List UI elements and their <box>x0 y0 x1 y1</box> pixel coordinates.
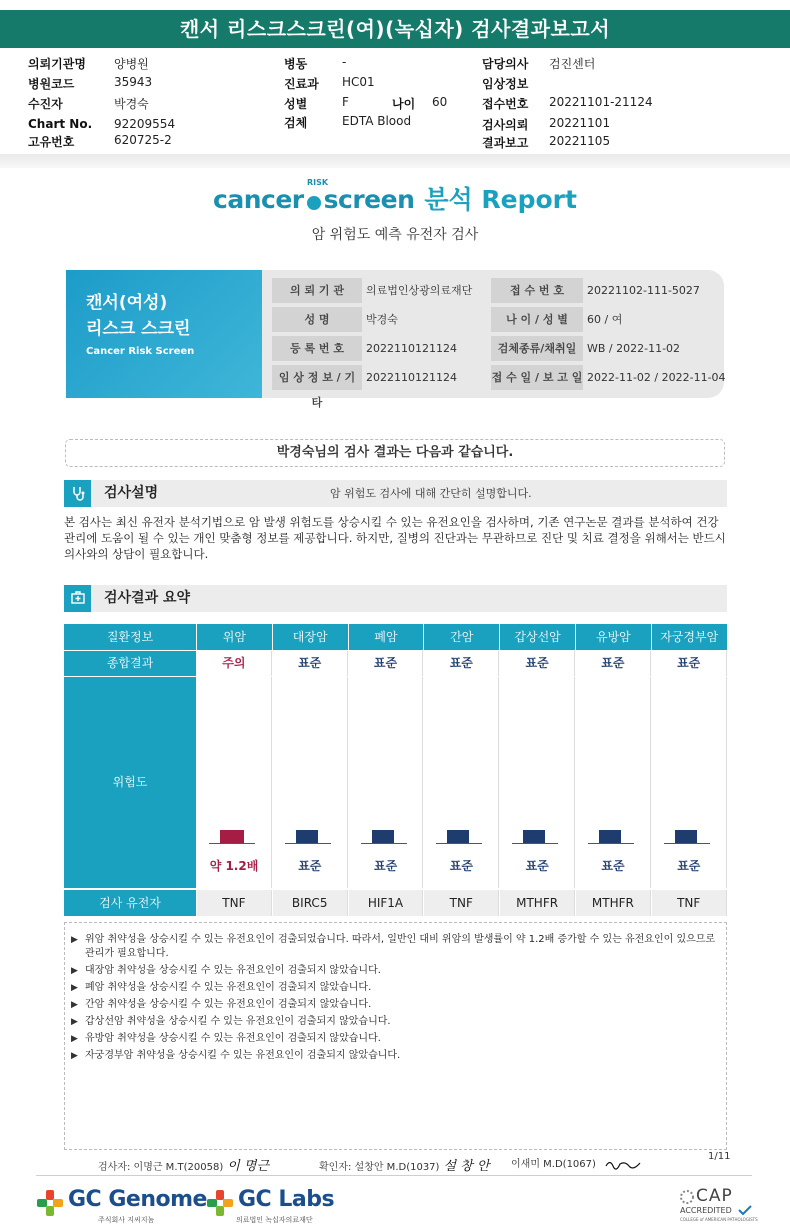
third-signer <box>511 1155 641 1170</box>
note-item: ▶ 간암 취약성을 상승시킬 수 있는 유전요인이 검출되지 않았습니다. <box>71 998 720 1012</box>
note-item: ▶ 자궁경부암 취약성을 상승시킬 수 있는 유전요인이 검출되지 않았습니다. <box>71 1049 720 1063</box>
report-title: 캔서 리스크스크린(여)(녹십자) 검사결과보고서 <box>0 10 790 48</box>
confirmer-signature: 설 창 안 <box>443 1159 490 1174</box>
risk-value-label: 표준 <box>677 859 701 873</box>
gc-genome-logo <box>36 1185 207 1225</box>
logo-risk-text: RISK <box>307 178 329 187</box>
product-panel <box>66 270 262 398</box>
info-value: 박경숙 <box>114 97 149 111</box>
signature-scribble <box>605 1158 641 1170</box>
card-value: 2022110121124 <box>366 371 457 384</box>
info-label: 임상정보 <box>482 77 529 91</box>
gene-name: TNF <box>652 890 727 916</box>
section-desc: 암 위험도 검사에 대해 간단히 설명합니다. <box>330 487 532 500</box>
info-value: 검진센터 <box>549 57 596 71</box>
info-value: 92209554 <box>114 117 176 131</box>
risk-bar <box>296 830 318 843</box>
logo-cancer: cancer <box>213 185 304 214</box>
product-title-1: 캔서(여성) <box>86 293 168 313</box>
disease-header: 유방암 <box>576 624 651 650</box>
card-label: 임 상 정 보 / 기 타 <box>272 365 362 390</box>
risk-bar <box>523 830 545 843</box>
gene-name: TNF <box>197 890 272 916</box>
disease-header: 자궁경부암 <box>652 624 727 650</box>
gene-name: MTHFR <box>500 890 575 916</box>
patient-card-table <box>272 278 726 409</box>
greeting-box: 박경숙님의 검사 결과는 다음과 같습니다. <box>65 439 725 467</box>
gc-cross-icon <box>36 1189 64 1217</box>
risk-baseline <box>512 843 558 844</box>
gc-genome-sub: 주식회사 지씨지놈 <box>98 1216 155 1224</box>
gene-name: MTHFR <box>576 890 651 916</box>
info-label: 고유번호 <box>28 135 75 149</box>
info-value: 양병원 <box>114 57 149 71</box>
check-icon <box>738 1205 752 1215</box>
note-item: ▶ 폐암 취약성을 상승시킬 수 있는 유전요인이 검출되지 않았습니다. <box>71 981 720 995</box>
risk-value-label: 표준 <box>525 859 549 873</box>
card-row <box>272 307 712 332</box>
gc-labs-sub: 의료법인 녹십자의료재단 <box>236 1216 313 1224</box>
summary-label: 종합결과 <box>64 651 196 676</box>
test-description-text: 본 검사는 최신 유전자 분석기법으로 암 발생 위험도를 상승시킬 수 있는 유전요인을 검사하며, 기존 연구논문 결과를 분석하여 건강 관리에 도움이 될 수 있는 개인 맞춤형 정보를 제공합니다. 하지만, 질병의 진단과는 무관하므로 진단 및 치료 결정을 위해서는 반드시 의사와의 상담이 필요합니다. <box>64 515 726 561</box>
info-value: 20221101-21124 <box>549 95 653 109</box>
info-label: 의뢰기관명 <box>28 57 86 71</box>
card-value: 60 / 여 <box>587 313 623 326</box>
risk-baseline <box>664 843 710 844</box>
result-notes <box>64 922 727 1150</box>
risk-value-label: 표준 <box>601 859 625 873</box>
gc-genome-name: GC Genome <box>68 1187 207 1212</box>
disease-header: 폐암 <box>349 624 424 650</box>
info-label: 진료과 <box>284 77 319 91</box>
summary-result: 표준 <box>576 651 651 676</box>
section-title: 검사설명 <box>104 485 159 501</box>
section-test-description <box>64 480 727 507</box>
gc-cross-icon <box>206 1189 234 1217</box>
info-value: 620725-2 <box>114 133 172 147</box>
disease-header: 간암 <box>424 624 499 650</box>
card-value: 박경숙 <box>366 313 398 326</box>
cap-dots-icon <box>678 1188 696 1206</box>
info-label: 병원코드 <box>28 77 75 91</box>
card-value: 2022-11-02 / 2022-11-04 <box>587 371 726 384</box>
gc-labs-name: GC Labs <box>238 1187 335 1212</box>
section-title: 검사결과 요약 <box>104 590 191 606</box>
examiner-text: 검사자: 이명근 M.T(20058) <box>98 1162 224 1173</box>
card-label: 접 수 번 호 <box>491 278 583 303</box>
risk-baseline <box>209 843 255 844</box>
info-label: 담당의사 <box>482 57 529 71</box>
table-header-label: 질환정보 <box>64 624 196 650</box>
card-label: 등 록 번 호 <box>272 336 362 361</box>
risk-value-label: 표준 <box>449 859 473 873</box>
info-value: 20221105 <box>549 134 611 148</box>
card-value: WB / 2022-11-02 <box>587 342 681 355</box>
info-value: F <box>342 95 349 109</box>
card-row <box>272 365 726 409</box>
info-label: 접수번호 <box>482 97 529 111</box>
logo-screen: screen <box>323 185 415 214</box>
info-value: EDTA Blood <box>342 114 412 128</box>
risk-baseline <box>588 843 634 844</box>
info-label: 검체 <box>284 116 308 130</box>
card-label: 접 수 일 / 보 고 일 <box>491 365 583 390</box>
risk-bar <box>599 830 621 843</box>
summary-result: 주의 <box>197 651 272 676</box>
disease-header: 대장암 <box>273 624 348 650</box>
cap-title: CAP <box>696 1186 733 1206</box>
logo-report: 분석 Report <box>424 185 577 214</box>
patient-info-grid <box>28 55 768 151</box>
page-number: 1/11 <box>708 1151 731 1162</box>
risk-dot-icon <box>307 196 321 210</box>
card-label: 나 이 / 성 별 <box>491 307 583 332</box>
summary-result: 표준 <box>273 651 348 676</box>
note-item: ▶ 유방암 취약성을 상승시킬 수 있는 유전요인이 검출되지 않았습니다. <box>71 1032 720 1046</box>
risk-value-label: 표준 <box>374 859 398 873</box>
summary-result: 표준 <box>424 651 499 676</box>
gene-name: TNF <box>424 890 499 916</box>
cap-accredited: ACCREDITED <box>680 1206 732 1215</box>
disease-header: 갑상선암 <box>500 624 575 650</box>
info-label: 검사의뢰 <box>482 118 529 132</box>
patient-card <box>66 270 726 409</box>
summary-result: 표준 <box>349 651 424 676</box>
disease-header: 위암 <box>197 624 272 650</box>
risk-baseline <box>285 843 331 844</box>
risk-bar <box>220 830 244 843</box>
info-label: Chart No. <box>28 117 93 131</box>
info-label: 수진자 <box>28 97 63 111</box>
third-signer-text: 이새미 M.D(1067) <box>511 1159 596 1170</box>
info-label: 성별 <box>284 97 308 111</box>
footer-divider <box>36 1175 752 1176</box>
summary-result: 표준 <box>652 651 727 676</box>
info-label: 결과보고 <box>482 136 529 150</box>
examiner-signature: 이 명근 <box>227 1159 270 1174</box>
card-value: 2022110121124 <box>366 342 457 355</box>
gene-label: 검사 유전자 <box>64 890 196 916</box>
report-subtitle: 암 위험도 예측 유전자 검사 <box>311 227 479 243</box>
card-value: 의료법인상광의료재단 <box>366 284 473 297</box>
risk-bar <box>372 830 394 843</box>
section-result-summary <box>64 585 727 612</box>
info-value: - <box>342 55 347 69</box>
medical-kit-icon <box>64 585 91 612</box>
confirmer-text: 확인자: 설창안 M.D(1037) <box>319 1162 440 1173</box>
info-value: HC01 <box>342 75 375 89</box>
card-row <box>272 336 712 361</box>
info-value: 20221101 <box>549 116 611 130</box>
card-label: 성 명 <box>272 307 362 332</box>
product-title-en: Cancer Risk Screen <box>86 346 195 357</box>
cancer-screen-logo <box>0 180 790 220</box>
risk-label: 위험도 <box>64 677 196 888</box>
note-item: ▶ 위암 취약성을 상승시킬 수 있는 유전요인이 검출되었습니다. 따라서, 일반인 대비 위암의 발생률이 약 1.2배 증가할 수 있는 유전요인이 있으므로 관리가 필요합니다. <box>71 933 720 961</box>
risk-value-label: 표준 <box>298 859 322 873</box>
info-value: 35943 <box>114 75 153 89</box>
risk-value-label: 약 1.2배 <box>209 859 259 873</box>
signature-row <box>98 1153 738 1173</box>
cap-college: COLLEGE of AMERICAN PATHOLOGISTS <box>680 1217 758 1222</box>
summary-result: 표준 <box>500 651 575 676</box>
gene-name: BIRC5 <box>273 890 348 916</box>
info-value-age: 60 <box>432 95 448 109</box>
risk-bar <box>675 830 697 843</box>
examiner <box>98 1155 269 1174</box>
product-title-2: 리스크 스크린 <box>86 319 191 339</box>
risk-baseline <box>436 843 482 844</box>
info-label: 병동 <box>284 57 308 71</box>
confirmer <box>319 1155 489 1174</box>
divider-band <box>0 154 790 168</box>
risk-baseline <box>361 843 407 844</box>
card-label: 검체종류/채취일 <box>491 336 583 361</box>
card-value: 20221102-111-5027 <box>587 284 700 297</box>
cap-accredited-logo <box>676 1186 756 1224</box>
risk-bar <box>447 830 469 843</box>
card-label: 의 뢰 기 관 <box>272 278 362 303</box>
stethoscope-icon <box>64 480 91 507</box>
note-item: ▶ 갑상선암 취약성을 상승시킬 수 있는 유전요인이 검출되지 않았습니다. <box>71 1015 720 1029</box>
note-item: ▶ 대장암 취약성을 상승시킬 수 있는 유전요인이 검출되지 않았습니다. <box>71 964 720 978</box>
gc-labs-logo <box>206 1185 336 1225</box>
info-label-age: 나이 <box>392 97 416 111</box>
card-row <box>272 278 712 303</box>
gene-name: HIF1A <box>349 890 424 916</box>
